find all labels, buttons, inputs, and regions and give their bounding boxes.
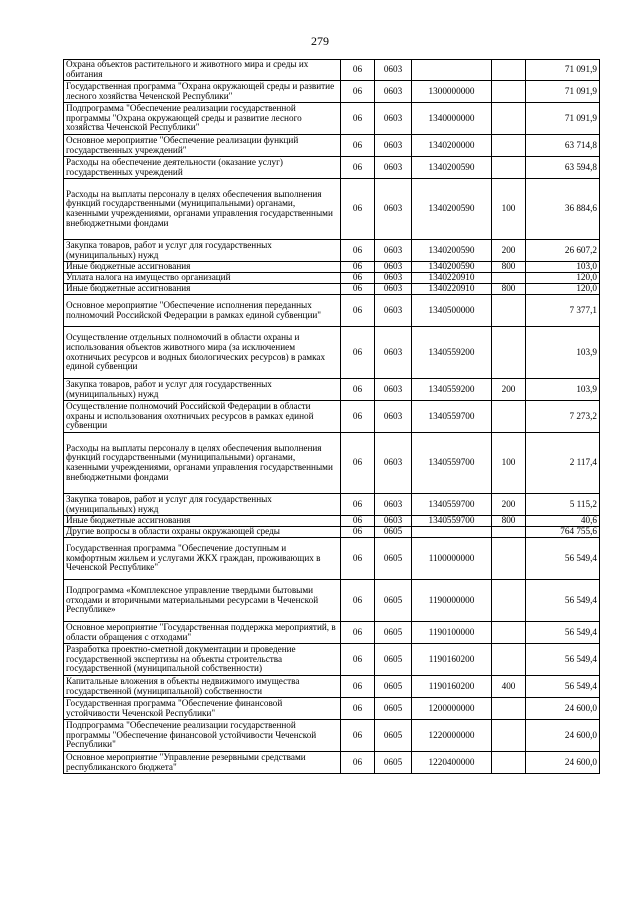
row-expense-type-code — [492, 103, 526, 135]
row-expense-type-code — [492, 580, 526, 622]
row-subsection-code: 0603 — [375, 327, 412, 379]
table-row — [64, 179, 600, 240]
row-expense-type-code — [492, 81, 526, 103]
row-name: Государственная программа "Обеспечение доступным и комфортным жильем и услугами ЖКХ граждан, проживающих в Чеченской Республике" — [64, 538, 341, 580]
row-target-article-code: 1220400000 — [412, 752, 492, 774]
row-subsection-code: 0603 — [375, 433, 412, 494]
row-name: Государственная программа "Охрана окружающей среды и развитие лесного хозяйства Чеченской Республики" — [64, 81, 341, 103]
row-target-article-code: 1190000000 — [412, 580, 492, 622]
row-name: Расходы на выплаты персоналу в целях обеспечения выполнения функций государственными (муниципальными) органами, казенными учреждениями, органами управления государственными внебюджетными фондами — [64, 433, 341, 494]
row-expense-type-code: 200 — [492, 379, 526, 401]
row-expense-type-code: 100 — [492, 433, 526, 494]
row-target-article-code: 1340559200 — [412, 379, 492, 401]
row-expense-type-code: 200 — [492, 494, 526, 516]
row-subsection-code: 0603 — [375, 135, 412, 157]
row-amount: 7 377,1 — [526, 295, 600, 327]
row-expense-type-code — [492, 538, 526, 580]
row-expense-type-code — [492, 752, 526, 774]
row-subsection-code: 0605 — [375, 527, 412, 538]
row-amount: 2 117,4 — [526, 433, 600, 494]
row-expense-type-code: 800 — [492, 262, 526, 273]
row-subsection-code: 0603 — [375, 179, 412, 240]
table-row — [64, 644, 600, 676]
row-section-code: 06 — [341, 538, 375, 580]
row-section-code: 06 — [341, 527, 375, 538]
row-subsection-code: 0605 — [375, 698, 412, 720]
table-row — [64, 698, 600, 720]
row-amount: 71 091,9 — [526, 60, 600, 81]
table-row — [64, 622, 600, 644]
row-target-article-code: 1340559700 — [412, 516, 492, 527]
row-target-article-code: 1340220910 — [412, 273, 492, 284]
row-name: Другие вопросы в области охраны окружающей среды — [64, 527, 341, 538]
row-target-article-code: 1100000000 — [412, 538, 492, 580]
row-expense-type-code — [492, 60, 526, 81]
row-subsection-code: 0605 — [375, 676, 412, 698]
row-target-article-code: 1220000000 — [412, 720, 492, 752]
row-target-article-code: 1340200590 — [412, 262, 492, 273]
row-name: Подпрограмма "Обеспечение реализации государственной программы "Охрана окружающей среды и развитие лесного хозяйства Чеченской Республики" — [64, 103, 341, 135]
row-name: Осуществление отдельных полномочий в области охраны и использования объектов животного мира (за исключением охотничьих ресурсов и водных биологических ресурсов) в рамках единой субвенции — [64, 327, 341, 379]
row-expense-type-code: 200 — [492, 240, 526, 262]
row-expense-type-code: 800 — [492, 284, 526, 295]
row-amount: 56 549,4 — [526, 580, 600, 622]
row-name: Основное мероприятие "Обеспечение реализации функций государственных учреждений" — [64, 135, 341, 157]
row-section-code: 06 — [341, 273, 375, 284]
row-section-code: 06 — [341, 516, 375, 527]
row-subsection-code: 0603 — [375, 295, 412, 327]
row-name: Иные бюджетные ассигнования — [64, 262, 341, 273]
row-subsection-code: 0605 — [375, 580, 412, 622]
row-section-code: 06 — [341, 698, 375, 720]
row-section-code: 06 — [341, 580, 375, 622]
row-expense-type-code: 400 — [492, 676, 526, 698]
row-amount: 120,0 — [526, 273, 600, 284]
row-subsection-code: 0603 — [375, 494, 412, 516]
row-amount: 63 714,8 — [526, 135, 600, 157]
row-name: Охрана объектов растительного и животного мира и среды их обитания — [64, 60, 341, 81]
row-subsection-code: 0603 — [375, 240, 412, 262]
row-expense-type-code — [492, 622, 526, 644]
row-amount: 71 091,9 — [526, 81, 600, 103]
row-subsection-code: 0603 — [375, 157, 412, 179]
table-row — [64, 295, 600, 327]
row-amount: 71 091,9 — [526, 103, 600, 135]
row-subsection-code: 0605 — [375, 752, 412, 774]
row-amount: 56 549,4 — [526, 622, 600, 644]
row-amount: 26 607,2 — [526, 240, 600, 262]
row-section-code: 06 — [341, 179, 375, 240]
row-amount: 56 549,4 — [526, 676, 600, 698]
budget-table-body — [64, 60, 600, 774]
row-name: Иные бюджетные ассигнования — [64, 284, 341, 295]
budget-table — [63, 59, 600, 774]
row-target-article-code: 1340559700 — [412, 401, 492, 433]
table-row — [64, 60, 600, 81]
row-expense-type-code — [492, 157, 526, 179]
row-subsection-code: 0603 — [375, 379, 412, 401]
table-row — [64, 676, 600, 698]
row-name: Закупка товаров, работ и услуг для государственных (муниципальных) нужд — [64, 379, 341, 401]
row-expense-type-code — [492, 273, 526, 284]
row-name: Расходы на выплаты персоналу в целях обеспечения выполнения функций государственными (муниципальными) органами, казенными учреждениями, органами управления государственными внебюджетными фондами — [64, 179, 341, 240]
row-expense-type-code — [492, 295, 526, 327]
row-target-article-code: 1340200000 — [412, 135, 492, 157]
table-row — [64, 401, 600, 433]
row-subsection-code: 0605 — [375, 622, 412, 644]
row-name: Разработка проектно-сметной документации и проведение государственной экспертизы на объекты строительства государственной (муниципальной собственности) — [64, 644, 341, 676]
row-expense-type-code — [492, 327, 526, 379]
row-subsection-code: 0603 — [375, 103, 412, 135]
row-amount: 764 755,6 — [526, 527, 600, 538]
row-target-article-code — [412, 60, 492, 81]
row-subsection-code: 0605 — [375, 644, 412, 676]
row-subsection-code: 0603 — [375, 262, 412, 273]
row-name: Основное мероприятие "Управление резервными средствами республиканского бюджета" — [64, 752, 341, 774]
row-section-code: 06 — [341, 240, 375, 262]
table-row — [64, 752, 600, 774]
row-target-article-code: 1340200590 — [412, 157, 492, 179]
row-amount: 5 115,2 — [526, 494, 600, 516]
row-section-code: 06 — [341, 401, 375, 433]
table-row — [64, 103, 600, 135]
row-subsection-code: 0603 — [375, 273, 412, 284]
row-section-code: 06 — [341, 676, 375, 698]
row-section-code: 06 — [341, 720, 375, 752]
row-target-article-code — [412, 527, 492, 538]
row-amount: 103,0 — [526, 262, 600, 273]
row-subsection-code: 0603 — [375, 401, 412, 433]
table-row — [64, 538, 600, 580]
row-target-article-code: 1190100000 — [412, 622, 492, 644]
row-section-code: 06 — [341, 622, 375, 644]
row-section-code: 06 — [341, 752, 375, 774]
row-subsection-code: 0603 — [375, 284, 412, 295]
row-amount: 7 273,2 — [526, 401, 600, 433]
table-row — [64, 273, 600, 284]
row-amount: 24 600,0 — [526, 720, 600, 752]
row-amount: 36 884,6 — [526, 179, 600, 240]
row-name: Основное мероприятие "Обеспечение исполнения переданных полномочий Российской Федерации в рамках единой субвенции" — [64, 295, 341, 327]
row-subsection-code: 0605 — [375, 720, 412, 752]
row-target-article-code: 1190160200 — [412, 644, 492, 676]
row-expense-type-code — [492, 698, 526, 720]
table-row — [64, 516, 600, 527]
row-target-article-code: 1340200590 — [412, 240, 492, 262]
row-target-article-code: 1340500000 — [412, 295, 492, 327]
row-subsection-code: 0603 — [375, 81, 412, 103]
row-expense-type-code: 800 — [492, 516, 526, 527]
row-name: Закупка товаров, работ и услуг для государственных (муниципальных) нужд — [64, 494, 341, 516]
table-row — [64, 81, 600, 103]
page-number: 279 — [311, 34, 329, 48]
row-target-article-code: 1300000000 — [412, 81, 492, 103]
row-name: Подпрограмма «Комплексное управление твердыми бытовыми отходами и вторичными материальными ресурсами в Чеченской Республике» — [64, 580, 341, 622]
row-amount: 56 549,4 — [526, 644, 600, 676]
row-name: Капитальные вложения в объекты недвижимого имущества государственной (муниципальной) собственности — [64, 676, 341, 698]
row-section-code: 06 — [341, 262, 375, 273]
table-row — [64, 262, 600, 273]
row-section-code: 06 — [341, 494, 375, 516]
row-expense-type-code: 100 — [492, 179, 526, 240]
row-section-code: 06 — [341, 157, 375, 179]
table-row — [64, 527, 600, 538]
row-section-code: 06 — [341, 644, 375, 676]
table-row — [64, 284, 600, 295]
table-row — [64, 433, 600, 494]
row-amount: 120,0 — [526, 284, 600, 295]
table-row — [64, 580, 600, 622]
row-name: Подпрограмма "Обеспечение реализации государственной программы "Обеспечение финансовой устойчивости Чеченской Республики" — [64, 720, 341, 752]
row-target-article-code: 1340200590 — [412, 179, 492, 240]
row-target-article-code: 1340220910 — [412, 284, 492, 295]
row-section-code: 06 — [341, 103, 375, 135]
row-amount: 24 600,0 — [526, 752, 600, 774]
row-section-code: 06 — [341, 81, 375, 103]
table-row — [64, 135, 600, 157]
row-name: Основное мероприятие "Государственная поддержка мероприятий, в области обращения с отходами" — [64, 622, 341, 644]
table-row — [64, 379, 600, 401]
row-section-code: 06 — [341, 60, 375, 81]
table-row — [64, 720, 600, 752]
row-expense-type-code — [492, 644, 526, 676]
row-name: Закупка товаров, работ и услуг для государственных (муниципальных) нужд — [64, 240, 341, 262]
row-section-code: 06 — [341, 327, 375, 379]
row-expense-type-code — [492, 527, 526, 538]
row-amount: 63 594,8 — [526, 157, 600, 179]
row-target-article-code: 1200000000 — [412, 698, 492, 720]
row-target-article-code: 1340000000 — [412, 103, 492, 135]
table-row — [64, 157, 600, 179]
row-amount: 40,6 — [526, 516, 600, 527]
table-row — [64, 327, 600, 379]
row-target-article-code: 1190160200 — [412, 676, 492, 698]
row-section-code: 06 — [341, 135, 375, 157]
row-amount: 24 600,0 — [526, 698, 600, 720]
row-expense-type-code — [492, 401, 526, 433]
row-target-article-code: 1340559700 — [412, 494, 492, 516]
row-section-code: 06 — [341, 295, 375, 327]
row-name: Расходы на обеспечение деятельности (оказание услуг) государственных учреждений — [64, 157, 341, 179]
table-row — [64, 240, 600, 262]
row-name: Иные бюджетные ассигнования — [64, 516, 341, 527]
row-section-code: 06 — [341, 379, 375, 401]
row-expense-type-code — [492, 135, 526, 157]
row-expense-type-code — [492, 720, 526, 752]
row-subsection-code: 0605 — [375, 538, 412, 580]
row-amount: 56 549,4 — [526, 538, 600, 580]
row-name: Уплата налога на имущество организаций — [64, 273, 341, 284]
row-section-code: 06 — [341, 433, 375, 494]
row-name: Осуществление полномочий Российской Федерации в области охраны и использования охотничьих ресурсов в рамках единой субвенции — [64, 401, 341, 433]
row-subsection-code: 0603 — [375, 60, 412, 81]
row-subsection-code: 0603 — [375, 516, 412, 527]
row-target-article-code: 1340559200 — [412, 327, 492, 379]
row-amount: 103,9 — [526, 379, 600, 401]
row-amount: 103,9 — [526, 327, 600, 379]
table-row — [64, 494, 600, 516]
row-name: Государственная программа "Обеспечение финансовой устойчивости Чеченской Республики" — [64, 698, 341, 720]
row-target-article-code: 1340559700 — [412, 433, 492, 494]
row-section-code: 06 — [341, 284, 375, 295]
